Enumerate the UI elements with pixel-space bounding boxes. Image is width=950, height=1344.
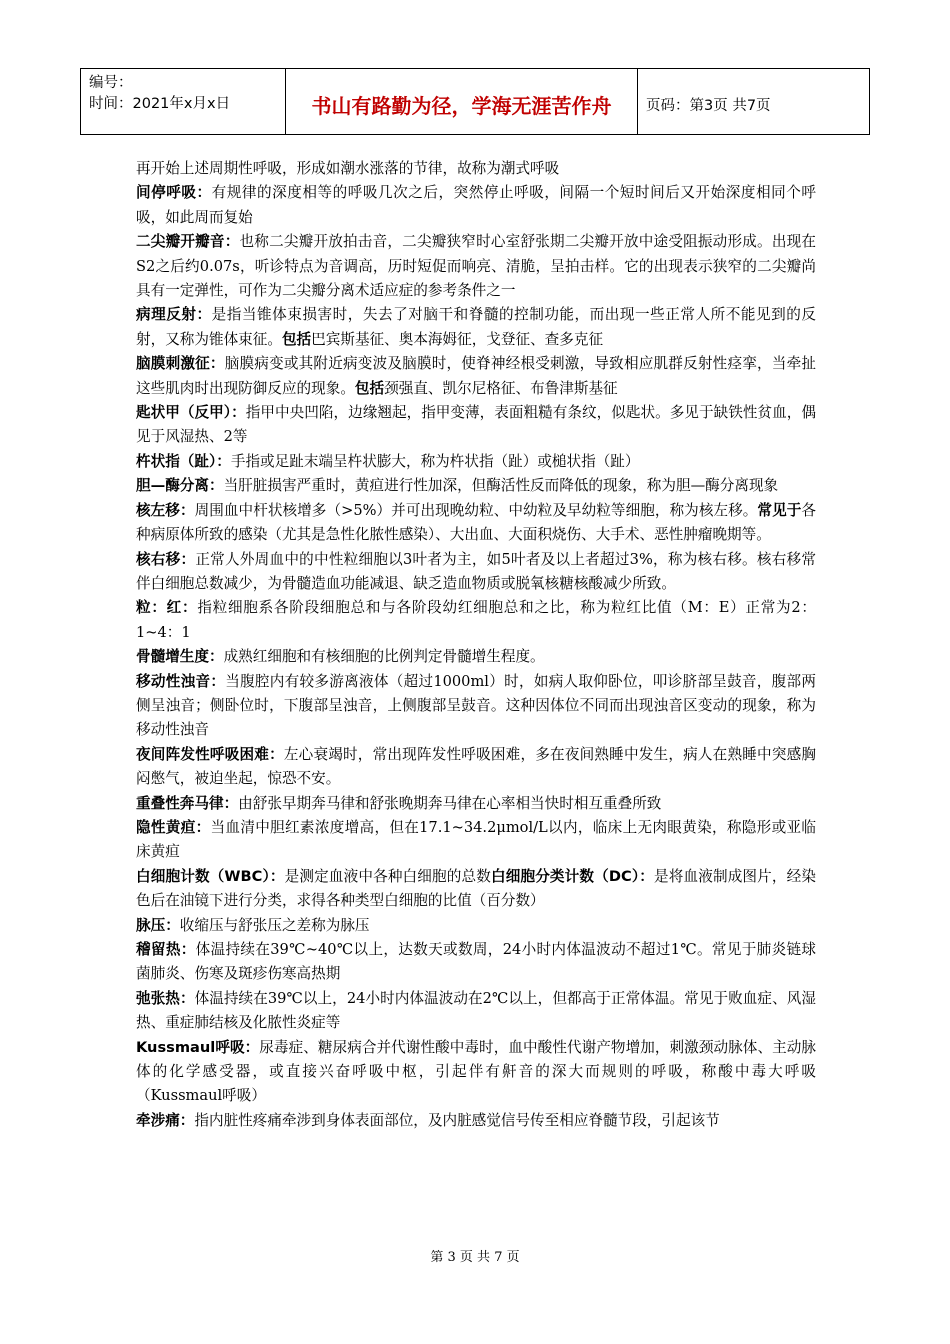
definition-text: 成熟红细胞和有核细胞的比例判定骨髓增生程度。 — [223, 648, 545, 666]
definition-paragraph — [136, 816, 816, 865]
page-header — [80, 68, 870, 135]
definition-keyword: 包括 — [281, 330, 312, 348]
definition-text: 当腹腔内有较多游离液体（超过1000ml）时，如病人取仰卧位，叩诊脐部呈鼓音，腹部两侧呈浊音；侧卧位时，下腹部呈浊音，上侧腹部呈鼓音。这种因体位不同而出现浊音区变动的现象，称为移动性浊音 — [136, 672, 816, 739]
definition-text: 再开始上述周期性呼吸，形成如潮水涨落的节律，故称为潮式呼吸 — [136, 160, 560, 177]
definition-term: 病理反射： — [136, 306, 212, 324]
definition-text: 指粒细胞系各阶段细胞总和与各阶段幼红细胞总和之比，称为粒红比值（M：E）正常为2：1~4：1 — [136, 599, 816, 641]
definition-text: 收缩压与舒张压之差称为脉压 — [179, 916, 370, 934]
definition-paragraph — [136, 792, 816, 816]
definition-term: 骨髓增生度： — [136, 648, 224, 666]
definition-keyword: 包括 — [354, 379, 385, 397]
definition-text: 左心衰竭时，常出现阵发性呼吸困难，多在夜间熟睡中发生，病人在熟睡中突感胸闷憋气，被迫坐起，惊恐不安。 — [136, 745, 816, 788]
document-number-label: 编号： — [89, 75, 133, 91]
definition-paragraph — [136, 303, 816, 352]
definition-term: 胆—酶分离： — [136, 477, 224, 495]
definition-term: 移动性浊音： — [136, 672, 226, 690]
header-motto: 书山有路勤为径，学海无涯苦作舟 — [286, 69, 638, 134]
definition-paragraph — [136, 987, 816, 1036]
definition-text: 当血清中胆红素浓度增高，但在17.1~34.2μmol/L以内，临床上无肉眼黄染，称隐形或亚临床黄疸 — [136, 818, 816, 861]
definition-paragraph — [136, 670, 816, 743]
definition-paragraph — [136, 1109, 816, 1133]
definition-paragraph — [136, 596, 816, 645]
definition-text: 巴宾斯基征、奥本海姆征，戈登征、查多克征 — [311, 330, 604, 348]
definition-text: 指甲中央凹陷，边缘翘起，指甲变薄，表面粗糙有条纹，似匙状。多见于缺铁性贫血，偶见于风湿热、2等 — [136, 404, 816, 446]
definition-text: 当肝脏损害严重时，黄疸进行性加深，但酶活性反而降低的现象，称为胆—酶分离现象 — [223, 477, 779, 495]
definition-term: 核右移： — [136, 550, 196, 568]
document-date-label: 时间：2021年x月x日 — [89, 96, 231, 112]
definition-term: 匙状甲（反甲）： — [136, 404, 246, 422]
definition-paragraph — [136, 181, 816, 230]
header-meta — [81, 69, 286, 134]
definition-text: 是将血液制成图片，经染色后在油镜下进行分类，求得各种类型白细胞的比值（百分数） — [136, 867, 816, 910]
definition-paragraph — [136, 450, 816, 474]
definition-paragraph — [136, 865, 816, 914]
definition-text: 是指当锥体束损害时，失去了对脑干和脊髓的控制功能，而出现一些正常人所不能见到的反射，又称为锥体束征。 — [136, 306, 816, 348]
definition-text: 正常人外周血中的中性粒细胞以3叶者为主，如5叶者及以上者超过3%，称为核右移。核右移常伴白细胞总数减少，为骨髓造血功能减退、缺乏造血物质或脱氧核糖核酸减少所致。 — [136, 550, 816, 592]
definition-paragraph — [136, 157, 816, 181]
definition-text: 是测定血液中各种白细胞的总数 — [284, 867, 491, 885]
definition-text: 有规律的深度相等的呼吸几次之后，突然停止呼吸，间隔一个短时间后又开始深度相同个呼吸，如此周而复始 — [136, 184, 816, 226]
definition-text: 指内脏性疼痛牵涉到身体表面部位，及内脏感觉信号传至相应脊髓节段，引起该节 — [194, 1111, 720, 1129]
definition-term: 重叠性奔马律： — [136, 794, 239, 812]
definition-paragraph — [136, 743, 816, 792]
definition-paragraph — [136, 938, 816, 987]
definition-text: 各种病原体所致的感染（尤其是急性化脓性感染）、大出血、大面积烧伤、大手术、恶性肿瘤晚期等。 — [136, 501, 816, 544]
definition-term: 二尖瓣开瓣音： — [136, 233, 240, 251]
definition-text: 脑膜病变或其附近病变波及脑膜时，使脊神经根受刺激，导致相应肌群反射性痉挛，当牵扯这些肌肉时出现防御反应的现象。 — [136, 355, 816, 397]
page-footer: 第 3 页 共 7 页 — [430, 1250, 520, 1265]
definition-term: 稽留热： — [136, 941, 196, 958]
definition-term: 白细胞计数（WBC）： — [136, 867, 285, 885]
definition-term: 牵涉痛： — [136, 1111, 195, 1129]
definition-term: 粒：红： — [136, 599, 198, 617]
definition-paragraph — [136, 1036, 816, 1109]
definition-keyword: 常见于 — [757, 501, 802, 519]
definition-text: 手指或足趾末端呈杵状膨大，称为杵状指（趾）或槌状指（趾） — [230, 452, 640, 470]
definition-term: Kussmaul呼吸： — [136, 1038, 260, 1056]
document-body — [136, 157, 816, 1133]
definition-term: 核左移： — [136, 501, 195, 519]
definition-term: 隐性黄疸： — [136, 818, 211, 836]
definition-term: 脉压： — [136, 916, 180, 934]
definition-paragraph — [136, 230, 816, 303]
definition-text: 由舒张早期奔马律和舒张晚期奔马律在心率相当快时相互重叠所致 — [238, 794, 662, 812]
definition-paragraph — [136, 401, 816, 450]
definition-term: 弛张热： — [136, 989, 195, 1007]
definition-text: 也称二尖瓣开放拍击音，二尖瓣狭窄时心室舒张期二尖瓣开放中途受阻振动形成。出现在S2之后约0.07s，听诊特点为音调高，历时短促而响亮、清脆，呈拍击样。它的出现表示狭窄的二尖瓣尚具有一定弹性，可作为二尖瓣分离术适应症的参考条件之一 — [136, 233, 816, 300]
definition-paragraph — [136, 474, 816, 498]
definition-term: 夜间阵发性呼吸困难： — [136, 745, 284, 763]
definition-text: 体温持续在39℃~40℃以上，达数天或数周，24小时内体温波动不超过1℃。常见于肺炎链球菌肺炎、伤寒及斑疹伤寒高热期 — [136, 941, 816, 983]
definition-paragraph — [136, 499, 816, 548]
definition-paragraph — [136, 548, 816, 597]
definition-text: 周围血中杆状核增多（>5%）并可出现晚幼粒、中幼粒及早幼粒等细胞，称为核左移。 — [194, 501, 758, 519]
definition-term: 杵状指（趾）： — [136, 452, 231, 470]
definition-text: 颈强直、凯尔尼格征、布鲁津斯基征 — [384, 379, 618, 397]
definition-keyword: 白细胞分类计数（DC）： — [490, 867, 655, 885]
definition-text: 尿毒症、糖尿病合并代谢性酸中毒时，血中酸性代谢产物增加，刺激颈动脉体、主动脉体的化学感受器，或直接兴奋呼吸中枢，引起伴有鼾音的深大而规则的呼吸，称酸中毒大呼吸（Kussmaul呼吸） — [136, 1038, 816, 1105]
definition-paragraph — [136, 914, 816, 938]
definition-text: 体温持续在39℃以上，24小时内体温波动在2℃以上，但都高于正常体温。常见于败血症、风湿热、重症肺结核及化脓性炎症等 — [136, 989, 816, 1032]
definition-paragraph — [136, 352, 816, 401]
definition-term: 间停呼吸： — [136, 184, 212, 202]
definition-term: 脑膜刺激征： — [136, 355, 225, 373]
header-page-number: 页码：第3页 共7页 — [646, 98, 771, 114]
definition-paragraph — [136, 645, 816, 669]
